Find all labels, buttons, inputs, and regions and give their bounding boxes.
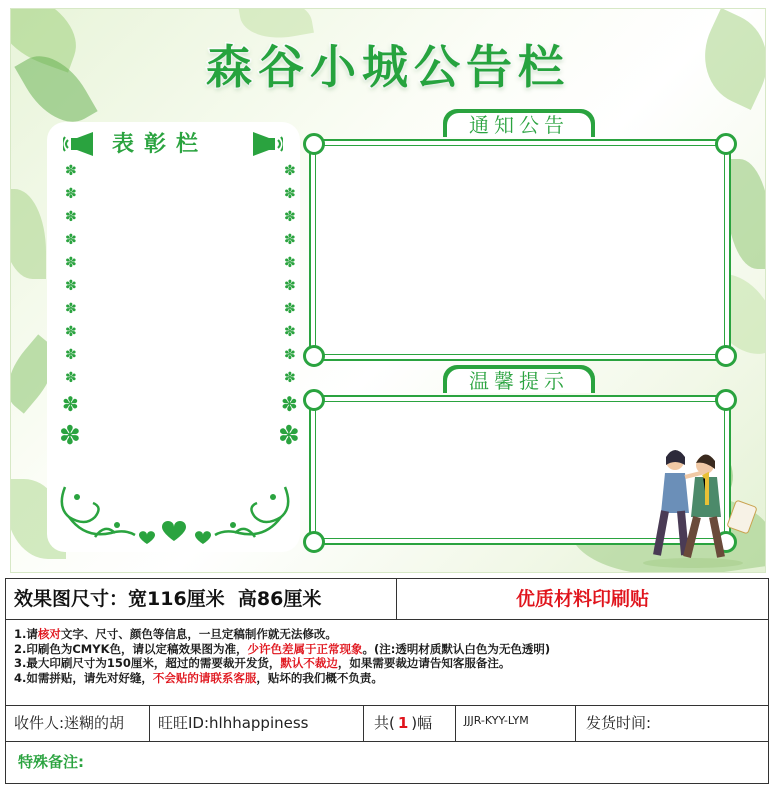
flower-icon: ✽ xyxy=(284,278,296,294)
flower-icon: ✽ xyxy=(65,186,77,202)
award-title: 表彰栏 xyxy=(111,132,208,157)
note-line-3: 3.最大印刷尺寸为150厘米，超过的需要裁开发货，默认不裁边，如果需要裁边请告知客服备注。 xyxy=(14,656,511,670)
order-row xyxy=(6,706,768,742)
vine-ornament xyxy=(55,477,295,552)
award-header xyxy=(105,128,215,162)
wangwang-id: 旺旺ID:hlhhappiness xyxy=(158,714,309,732)
size-label: 效果图尺寸： xyxy=(14,588,129,610)
ship-time-label: 发货时间: xyxy=(586,714,652,732)
tab-tips xyxy=(443,365,595,393)
flower-icon: ✽ xyxy=(284,163,296,179)
notes-row xyxy=(6,620,768,706)
flower-icon: ✽ xyxy=(65,347,77,363)
count-cell xyxy=(364,706,456,741)
count-suffix: )幅 xyxy=(411,714,433,732)
leaf-decoration xyxy=(10,189,46,279)
megaphone-icon xyxy=(63,130,101,158)
flower-icon: ✽ xyxy=(65,324,77,340)
flower-icon: ✽ xyxy=(65,278,77,294)
award-panel xyxy=(47,122,300,552)
tab-notice-label: 通知公告 xyxy=(447,113,591,137)
note-line-2: 2.印刷色为CMYK色，请以定稿效果图为准，少许色差属于正常现象。(注:透明材质默认白色为无色透明) xyxy=(14,641,551,656)
frame-corner-ornament xyxy=(715,133,737,155)
flower-icon: ✽ xyxy=(284,347,296,363)
flower-icon: ✽ xyxy=(65,301,77,317)
flower-icon: ✽ xyxy=(284,209,296,225)
flower-icon: ✽ xyxy=(65,232,77,248)
code-cell xyxy=(456,706,576,741)
flower-icon: ✽ xyxy=(65,370,77,386)
order-info-table xyxy=(5,578,769,784)
size-cell xyxy=(6,579,397,619)
material-cell xyxy=(397,579,768,619)
flower-icon: ✽ xyxy=(62,392,79,416)
notice-frame xyxy=(309,139,731,361)
wangwang-cell xyxy=(150,706,364,741)
frame-corner-ornament xyxy=(303,345,325,367)
order-code: JJJR-KYY-LYM xyxy=(464,714,529,727)
count-value: 1 xyxy=(397,714,409,732)
flower-icon: ✽ xyxy=(65,255,77,271)
note-line-4: 4.如需拼贴，请先对好缝，不会贴的请联系客服，贴坏的我们概不负责。 xyxy=(14,670,383,685)
tab-notice xyxy=(443,109,595,137)
frame-corner-ornament xyxy=(303,133,325,155)
frame-corner-ornament xyxy=(715,389,737,411)
spec-row xyxy=(6,579,768,620)
remark-label: 特殊备注: xyxy=(18,753,84,771)
flower-icon: ✽ xyxy=(278,421,300,451)
flower-icon: ✽ xyxy=(284,232,296,248)
poster-title: 森谷小城公告栏 xyxy=(206,40,570,94)
frame-corner-ornament xyxy=(303,389,325,411)
flower-icon: ✽ xyxy=(284,370,296,386)
material-label: 优质材料印刷贴 xyxy=(515,588,649,610)
recipient: 收件人:迷糊的胡 xyxy=(14,714,125,732)
flower-icon: ✽ xyxy=(284,324,296,340)
size-value: 宽116厘米 高86厘米 xyxy=(128,588,322,610)
flower-icon: ✽ xyxy=(65,163,77,179)
note-line-1: 1.请核对文字、尺寸、颜色等信息，一旦定稿制作就无法修改。 xyxy=(14,627,337,641)
flower-icon: ✽ xyxy=(281,392,298,416)
megaphone-icon xyxy=(245,130,283,158)
recipient-cell xyxy=(6,706,150,741)
walking-couple-illustration xyxy=(635,441,765,569)
count-prefix: 共( xyxy=(374,714,395,732)
leaf-decoration xyxy=(726,159,766,269)
tab-tips-label: 温馨提示 xyxy=(447,369,591,393)
flower-icon: ✽ xyxy=(65,209,77,225)
remark-row xyxy=(6,742,768,783)
ship-time-cell xyxy=(576,706,768,741)
frame-corner-ornament xyxy=(303,531,325,553)
flower-icon: ✽ xyxy=(59,421,81,451)
flower-icon: ✽ xyxy=(284,186,296,202)
frame-corner-ornament xyxy=(715,345,737,367)
flower-icon: ✽ xyxy=(284,301,296,317)
flower-icon: ✽ xyxy=(284,255,296,271)
bulletin-board-poster xyxy=(10,8,766,573)
